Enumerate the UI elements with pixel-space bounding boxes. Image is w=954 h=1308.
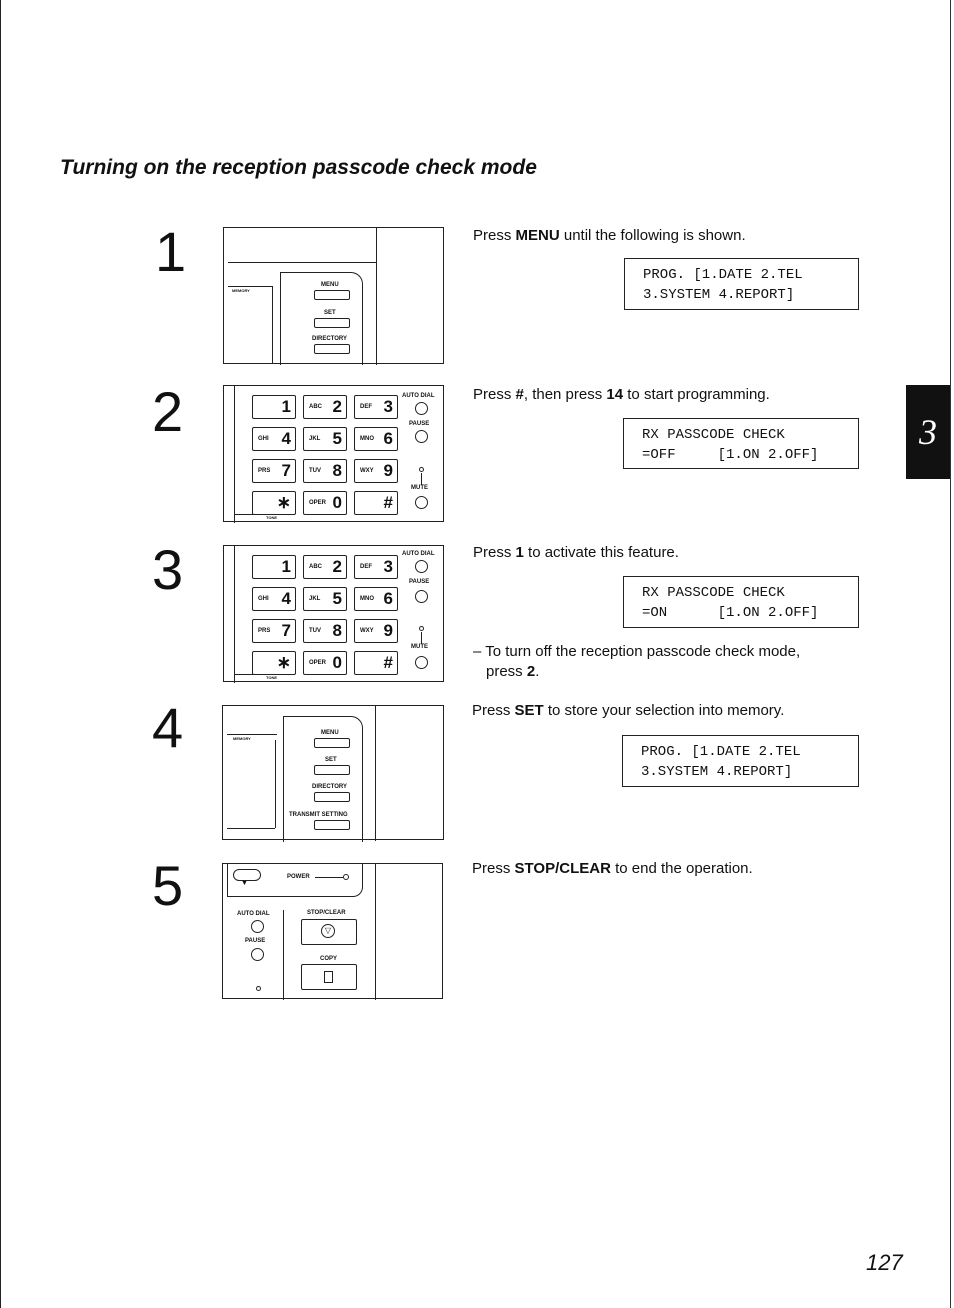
keypad-key[interactable] [252, 459, 296, 483]
lcd-display-step-4: PROG. [1.DATE 2.TEL 3.SYSTEM 4.REPORT] [622, 735, 859, 787]
mute-label: MUTE [411, 485, 428, 491]
lcd-display-step-2: RX PASSCODE CHECK =OFF [1.ON 2.OFF] [623, 418, 859, 469]
keypad-key[interactable] [303, 651, 347, 675]
step-number-2: 2 [152, 380, 184, 443]
keypad-key[interactable] [303, 587, 347, 611]
tone-label: TONE [266, 515, 278, 520]
panel-keypad-illustration-1 [223, 385, 444, 522]
copy-button[interactable] [301, 964, 357, 990]
pause-button[interactable] [415, 590, 428, 603]
keypad-key[interactable] [303, 555, 347, 579]
set-label: SET [324, 310, 336, 316]
key-letters: MNO [360, 436, 374, 442]
pause-button[interactable] [251, 948, 264, 961]
copy-icon [324, 971, 333, 983]
page-title: Turning on the reception passcode check mode [60, 156, 537, 179]
menu-label: MENU [321, 282, 339, 288]
key-digit: 8 [332, 621, 342, 640]
panel-stop-illustration [222, 863, 443, 999]
auto-dial-label: AUTO DIAL [402, 551, 435, 557]
keypad-key[interactable] [252, 555, 296, 579]
key-digit: 6 [383, 429, 393, 448]
directory-label: DIRECTORY [312, 336, 348, 342]
set-label: SET [325, 757, 337, 763]
key-digit: 1 [281, 397, 291, 416]
stop-icon: ▽ [321, 924, 335, 938]
key-digit: 7 [281, 621, 291, 640]
key-digit: 3 [383, 557, 393, 576]
mute-label: MUTE [411, 644, 428, 650]
key-digit: 9 [383, 621, 393, 640]
pause-label: PAUSE [409, 421, 430, 427]
key-letters: DEF [360, 404, 372, 410]
panel-keypad-illustration-2 [223, 545, 444, 682]
copy-label: COPY [320, 956, 338, 962]
keypad-key[interactable] [354, 427, 398, 451]
step-3-instruction: Press 1 to activate this feature. [473, 544, 679, 561]
key-digit: 0 [332, 493, 342, 512]
key-letters: WXY [360, 628, 374, 634]
keypad-key[interactable] [303, 427, 347, 451]
key-letters: JKL [309, 436, 321, 442]
keypad-key[interactable] [303, 619, 347, 643]
key-digit: ∗ [276, 493, 291, 512]
key-digit: 5 [332, 429, 342, 448]
keypad-key[interactable] [354, 619, 398, 643]
directory-label: DIRECTORY [312, 784, 348, 790]
key-digit: 7 [281, 461, 291, 480]
lcd-display-step-1: PROG. [1.DATE 2.TEL 3.SYSTEM 4.REPORT] [624, 258, 859, 310]
keypad-key[interactable] [354, 395, 398, 419]
key-letters: PRS [258, 628, 271, 634]
key-digit: 9 [383, 461, 393, 480]
keypad-key[interactable] [252, 395, 296, 419]
key-digit: 2 [332, 397, 342, 416]
keypad-key[interactable] [354, 651, 398, 675]
keypad-key[interactable] [252, 619, 296, 643]
keypad-key[interactable] [354, 459, 398, 483]
chapter-tab: 3 [906, 385, 950, 479]
key-letters: JKL [309, 596, 321, 602]
transmit-setting-button[interactable] [314, 820, 350, 830]
tone-label: TONE [266, 675, 278, 680]
page-border-left [0, 0, 1, 1308]
key-digit: ∗ [276, 653, 291, 672]
keypad-key[interactable] [252, 587, 296, 611]
stop-clear-button[interactable] [301, 919, 357, 945]
keypad-key[interactable] [303, 459, 347, 483]
keypad-key[interactable] [303, 491, 347, 515]
key-digit: 4 [281, 429, 291, 448]
power-label: POWER [287, 874, 310, 880]
menu-button[interactable] [314, 290, 350, 300]
key-digit: # [383, 653, 393, 672]
keypad-key[interactable] [252, 427, 296, 451]
step-5-instruction: Press STOP/CLEAR to end the operation. [472, 860, 753, 877]
key-letters: ABC [309, 564, 322, 570]
key-letters: TUV [309, 468, 321, 474]
key-letters: TUV [309, 628, 321, 634]
key-digit: 5 [332, 589, 342, 608]
key-letters: PRS [258, 468, 271, 474]
directory-button[interactable] [314, 792, 350, 802]
step-number-5: 5 [152, 854, 184, 917]
indicator-dot [256, 986, 261, 991]
auto-dial-label: AUTO DIAL [237, 911, 270, 917]
key-letters: OPER [309, 660, 327, 666]
panel-set-illustration [222, 705, 444, 840]
step-2-instruction: Press #, then press 14 to start programming. [473, 386, 770, 403]
keypad-key[interactable] [303, 395, 347, 419]
pause-label: PAUSE [245, 938, 266, 944]
key-digit: 2 [332, 557, 342, 576]
pause-label: PAUSE [409, 579, 430, 585]
step-4-instruction: Press SET to store your selection into memory. [472, 702, 785, 719]
keypad-key[interactable] [354, 587, 398, 611]
auto-dial-button[interactable] [415, 402, 428, 415]
power-indicator [343, 874, 349, 880]
mute-button[interactable] [415, 496, 428, 509]
keypad-key[interactable] [354, 555, 398, 579]
down-arrow-icon: ▼ [241, 880, 248, 887]
key-digit: 8 [332, 461, 342, 480]
keypad-key[interactable] [252, 491, 296, 515]
lcd-display-step-3: RX PASSCODE CHECK =ON [1.ON 2.OFF] [623, 576, 859, 628]
key-digit: 3 [383, 397, 393, 416]
step-1-instruction: Press MENU until the following is shown. [473, 227, 746, 244]
step-number-3: 3 [152, 538, 184, 601]
key-digit: 4 [281, 589, 291, 608]
panel-menu-illustration [223, 227, 444, 364]
key-letters: DEF [360, 564, 372, 570]
auto-dial-button[interactable] [251, 920, 264, 933]
key-digit: # [383, 493, 393, 512]
key-digit: 6 [383, 589, 393, 608]
auto-dial-label: AUTO DIAL [402, 393, 435, 399]
directory-button[interactable] [314, 344, 350, 354]
key-letters: GHI [258, 596, 269, 602]
key-letters: WXY [360, 468, 374, 474]
key-letters: ABC [309, 404, 322, 410]
key-letters: OPER [309, 500, 327, 506]
memory-label: MEMORY [232, 288, 250, 293]
step-number-1: 1 [155, 220, 187, 283]
memory-label: MEMORY [233, 736, 251, 741]
menu-label: MENU [321, 730, 339, 736]
transmit-setting-label: TRANSMIT SETTING [289, 812, 348, 818]
keypad-key[interactable] [354, 491, 398, 515]
step-number-4: 4 [152, 696, 184, 759]
keypad-key[interactable] [252, 651, 296, 675]
set-button[interactable] [314, 318, 350, 328]
page-border-right [950, 0, 951, 1308]
mute-indicator [419, 626, 424, 631]
set-button[interactable] [314, 765, 350, 775]
step-3-note: – To turn off the reception passcode check mode, press 2. [473, 643, 801, 680]
key-letters: GHI [258, 436, 269, 442]
mute-indicator [419, 467, 424, 472]
menu-button[interactable] [314, 738, 350, 748]
key-letters: MNO [360, 596, 374, 602]
page-number: 127 [866, 1250, 903, 1275]
key-digit: 0 [332, 653, 342, 672]
key-digit: 1 [281, 557, 291, 576]
stop-clear-label: STOP/CLEAR [307, 910, 346, 916]
mute-button[interactable] [415, 656, 428, 669]
auto-dial-button[interactable] [415, 560, 428, 573]
pause-button[interactable] [415, 430, 428, 443]
